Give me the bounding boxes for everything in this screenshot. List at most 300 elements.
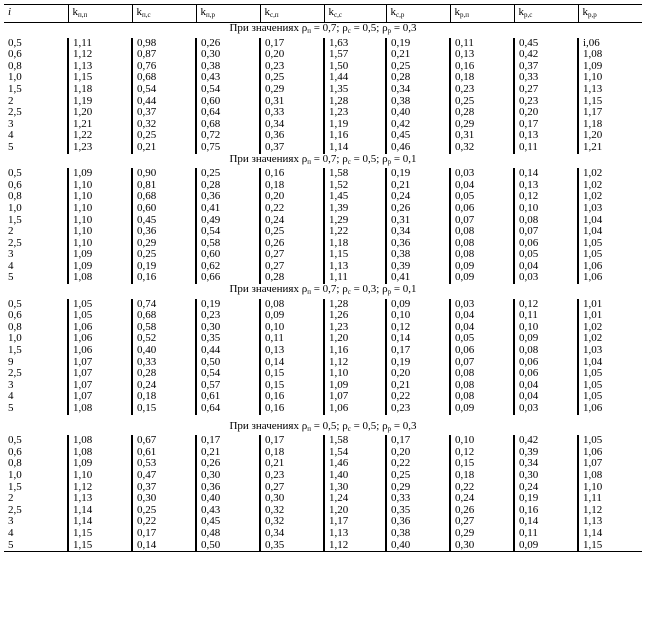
cell-value: 0,13	[514, 130, 578, 142]
cell-value: 0,29	[386, 482, 450, 494]
cell-value: 0,26	[260, 238, 324, 250]
cell-value: 0,12	[514, 191, 578, 203]
cell-i: 5	[8, 272, 14, 284]
cell-value: 0,08	[514, 215, 578, 227]
cell-value: 0,22	[386, 458, 450, 470]
cell-value: 0,11	[514, 142, 578, 154]
cell-value: 1,28	[324, 299, 386, 311]
cell-value: 0,27	[514, 84, 578, 96]
cell-i: 0,5	[8, 37, 22, 49]
column-header-k-5	[324, 5, 386, 23]
cell-value: 0,05	[450, 333, 514, 345]
cell-value: 0,25	[386, 470, 450, 482]
cell-value: 1,08	[68, 435, 132, 447]
cell-value: 0,25	[132, 130, 196, 142]
cell-value: 0,16	[132, 272, 196, 284]
cell-value: 0,08	[450, 380, 514, 392]
cell-i: 4	[8, 260, 14, 272]
cell-value: 0,37	[260, 142, 324, 154]
cell-value: 1,17	[324, 516, 386, 528]
cell-value: 0,28	[450, 107, 514, 119]
cell-value: 0,30	[196, 49, 260, 61]
cell-value: 0,03	[450, 299, 514, 311]
cell-value: 0,16	[260, 168, 324, 180]
cell-value: 1,28	[324, 96, 386, 108]
header-main: i	[8, 6, 12, 18]
cell-value: 1,06	[578, 261, 642, 273]
cell-value: 1,05	[578, 380, 642, 392]
cell-value: 0,24	[450, 493, 514, 505]
cell-value: 0,15	[260, 368, 324, 380]
cell-value: 0,22	[260, 203, 324, 215]
cell-value: 1,05	[578, 435, 642, 447]
cell-value: 0,17	[260, 38, 324, 50]
cell-value: 1,18	[324, 238, 386, 250]
cell-value: 1,23	[68, 142, 132, 154]
cell-value: 0,08	[450, 238, 514, 250]
cell-value: 0,42	[514, 49, 578, 61]
cell-value: 0,72	[196, 130, 260, 142]
column-header-k-6	[386, 5, 450, 23]
cell-value: 1,05	[578, 238, 642, 250]
cell-value: 0,57	[196, 380, 260, 392]
cell-i: 3	[8, 516, 14, 528]
table-row	[4, 119, 642, 131]
cell-value: 0,35	[260, 540, 324, 552]
cell-value: 0,06	[514, 368, 578, 380]
table-row	[4, 322, 642, 334]
cell-value: 0,45	[196, 516, 260, 528]
cell-value: 0,58	[196, 238, 260, 250]
table-row	[4, 380, 642, 392]
cell-value: 0,45	[132, 215, 196, 227]
cell-value: 1,11	[324, 272, 386, 284]
cell-value: 0,28	[196, 180, 260, 192]
cell-value: 1,09	[68, 458, 132, 470]
cell-value: 0,32	[260, 505, 324, 517]
header-subscript: р,с	[524, 11, 533, 19]
table-row	[4, 96, 642, 108]
cell-value: 0,05	[450, 191, 514, 203]
cell-i: 9	[8, 356, 14, 368]
table-row	[4, 310, 642, 322]
cell-value: 0,32	[260, 516, 324, 528]
cell-i: 1,0	[8, 469, 22, 481]
cell-value: 0,12	[386, 322, 450, 334]
column-header-k-4	[260, 5, 324, 23]
cell-value: 0,25	[132, 505, 196, 517]
header-subscript: п,р	[206, 11, 215, 19]
cell-value: 1,10	[68, 238, 132, 250]
table-row	[4, 391, 642, 403]
cell-value: 0,25	[260, 226, 324, 238]
cell-value: 0,12	[450, 447, 514, 459]
cell-value: 0,41	[386, 272, 450, 284]
cell-value: 1,07	[68, 380, 132, 392]
cell-value: 1,45	[324, 191, 386, 203]
cell-value: 0,18	[132, 391, 196, 403]
cell-value: 1,04	[578, 357, 642, 369]
cell-value: 0,68	[132, 191, 196, 203]
cell-i: 5	[8, 403, 14, 414]
cell-value: 1,07	[68, 368, 132, 380]
cell-value: 1,05	[578, 391, 642, 403]
cell-value: 0,03	[514, 403, 578, 415]
cell-i: 4	[8, 391, 14, 403]
cell-value: 0,06	[450, 345, 514, 357]
table-body	[4, 23, 642, 552]
table-row	[4, 215, 642, 227]
cell-value: 0,06	[450, 203, 514, 215]
cell-value: 1,02	[578, 333, 642, 345]
cell-value: 0,16	[514, 505, 578, 517]
cell-value: 0,74	[132, 299, 196, 311]
header-subscript: с,р	[396, 11, 405, 19]
cell-value: 1,08	[578, 470, 642, 482]
header-main: k	[582, 6, 588, 18]
cell-value: 0,09	[450, 261, 514, 273]
header-subscript: р,р	[588, 11, 597, 19]
cell-value: 0,26	[386, 203, 450, 215]
table-row	[4, 130, 642, 142]
cell-value: 0,40	[132, 345, 196, 357]
cell-value: 0,14	[132, 540, 196, 552]
cell-value: 0,28	[132, 368, 196, 380]
cell-value: 0,20	[386, 368, 450, 380]
cell-value: 1,63	[324, 38, 386, 50]
cell-value: 1,20	[324, 505, 386, 517]
cell-value: 0,40	[386, 107, 450, 119]
cell-value: 1,19	[324, 119, 386, 131]
cell-value: 0,25	[386, 61, 450, 73]
cell-i: 0,5	[8, 435, 22, 447]
cell-value: 0,25	[450, 96, 514, 108]
cell-value: 1,05	[68, 310, 132, 322]
cell-i: 2	[8, 95, 14, 107]
cell-i: 0,6	[8, 446, 22, 458]
cell-value: 0,30	[260, 493, 324, 505]
cell-value: 0,04	[514, 391, 578, 403]
cell-value: 0,64	[196, 403, 260, 415]
table-row	[4, 272, 642, 284]
cell-value: 1,03	[578, 203, 642, 215]
cell-value: 1,13	[578, 516, 642, 528]
cell-value: 0,44	[132, 96, 196, 108]
cell-value: 0,13	[260, 345, 324, 357]
cell-value: 0,62	[196, 261, 260, 273]
cell-value: 0,38	[386, 528, 450, 540]
cell-value: 1,35	[324, 84, 386, 96]
cell-value: 0,64	[196, 107, 260, 119]
table-row	[4, 49, 642, 61]
header-main: k	[136, 6, 142, 18]
cell-value: 0,19	[386, 357, 450, 369]
cell-value: 0,30	[514, 470, 578, 482]
cell-value: 1,16	[324, 130, 386, 142]
cell-value: 0,21	[196, 447, 260, 459]
cell-value: 0,60	[196, 249, 260, 261]
cell-value: 1,14	[68, 516, 132, 528]
section-title-row	[4, 23, 642, 38]
table-row	[4, 38, 642, 50]
cell-i: 0,8	[8, 321, 22, 333]
cell-value: 0,31	[386, 215, 450, 227]
cell-value: 0,45	[386, 130, 450, 142]
cell-value: 0,23	[450, 84, 514, 96]
cell-value: 1,06	[578, 272, 642, 284]
cell-value: 1,09	[578, 61, 642, 73]
cell-value: 0,36	[132, 226, 196, 238]
cell-value: 0,45	[514, 38, 578, 50]
cell-value: 1,06	[68, 345, 132, 357]
cell-value: 1,09	[68, 168, 132, 180]
cell-value: 0,07	[450, 357, 514, 369]
cell-value: 1,54	[324, 447, 386, 459]
cell-value: 0,27	[450, 516, 514, 528]
cell-value: 0,04	[514, 380, 578, 392]
cell-value: 1,02	[578, 322, 642, 334]
table-row	[4, 470, 642, 482]
section-title: При значениях $\rho_п = 0,7$; $\rho_с = 0,5$; $\rho_р = 0,3$	[229, 22, 417, 35]
header-main: k	[328, 6, 334, 18]
cell-value: 0,08	[260, 299, 324, 311]
cell-value: 0,15	[132, 403, 196, 415]
cell-value: 0,09	[514, 540, 578, 552]
cell-value: 0,33	[514, 72, 578, 84]
cell-value: 0,36	[196, 191, 260, 203]
cell-value: 0,15	[260, 380, 324, 392]
cell-value: 0,76	[132, 61, 196, 73]
column-header-k-8	[514, 5, 578, 23]
cell-value: 0,19	[132, 261, 196, 273]
cell-value: 0,54	[132, 84, 196, 96]
cell-i: 2,5	[8, 107, 22, 119]
cell-value: 0,29	[260, 84, 324, 96]
cell-value: 1,10	[68, 215, 132, 227]
cell-i: 0,5	[8, 298, 22, 310]
cell-i: 5	[4, 540, 68, 552]
table-row	[4, 84, 642, 96]
cell-value: 0,16	[260, 403, 324, 415]
cell-value: 0,32	[132, 119, 196, 131]
cell-value: 0,15	[450, 458, 514, 470]
header-main: k	[264, 6, 270, 18]
header-main: k	[390, 6, 396, 18]
cell-value: 0,75	[196, 142, 260, 154]
cell-value: 0,13	[450, 49, 514, 61]
table-row	[4, 403, 642, 415]
cell-value: 1,52	[324, 180, 386, 192]
cell-value: 1,07	[68, 357, 132, 369]
cell-value: 0,20	[260, 191, 324, 203]
cell-value: 0,98	[132, 38, 196, 50]
cell-value: 0,11	[260, 333, 324, 345]
cell-value: 1,14	[324, 142, 386, 154]
cell-i: 1,5	[8, 345, 22, 357]
cell-value: 1,06	[578, 447, 642, 459]
cell-i: 0,6	[8, 310, 22, 322]
cell-value: 0,18	[260, 447, 324, 459]
cell-value: 0,41	[196, 203, 260, 215]
cell-value: 0,38	[386, 96, 450, 108]
cell-i: 2	[8, 226, 14, 238]
cell-value: 0,32	[450, 142, 514, 154]
cell-value: 1,58	[324, 168, 386, 180]
cell-value: 1,13	[578, 84, 642, 96]
cell-value: 0,11	[514, 310, 578, 322]
cell-value: 1,15	[68, 528, 132, 540]
cell-value: 1,12	[324, 540, 386, 552]
cell-value: 0,33	[132, 357, 196, 369]
cell-value: i,06	[578, 38, 642, 50]
cell-value: 1,06	[578, 403, 642, 415]
header-subscript: р,п	[460, 11, 469, 19]
table-row	[4, 249, 642, 261]
column-header-k-2	[132, 5, 196, 23]
cell-value: 0,39	[514, 447, 578, 459]
cell-value: 0,25	[260, 72, 324, 84]
cell-value: 0,54	[196, 84, 260, 96]
cell-value: 0,30	[196, 470, 260, 482]
cell-value: 0,36	[386, 238, 450, 250]
table-row	[4, 357, 642, 369]
cell-value: 0,12	[514, 299, 578, 311]
cell-value: 1,10	[68, 180, 132, 192]
cell-value: 0,33	[386, 493, 450, 505]
cell-value: 1,24	[324, 493, 386, 505]
cell-value: 0,53	[132, 458, 196, 470]
cell-value: 0,14	[514, 516, 578, 528]
cell-value: 0,36	[196, 482, 260, 494]
table-row	[4, 238, 642, 250]
cell-value: 0,27	[260, 249, 324, 261]
cell-value: 1,20	[324, 333, 386, 345]
cell-value: 1,30	[324, 482, 386, 494]
cell-value: 1,21	[578, 142, 642, 154]
cell-value: 1,46	[324, 458, 386, 470]
cell-value: 1,11	[68, 38, 132, 50]
cell-value: 0,60	[132, 203, 196, 215]
cell-value: 1,29	[324, 215, 386, 227]
cell-value: 0,30	[132, 493, 196, 505]
cell-value: 1,12	[324, 357, 386, 369]
cell-value: 0,13	[514, 180, 578, 192]
cell-value: 0,07	[450, 215, 514, 227]
column-header-k-9	[578, 5, 642, 23]
cell-value: 1,02	[578, 180, 642, 192]
cell-value: 0,10	[386, 310, 450, 322]
column-header-k-7	[450, 5, 514, 23]
cell-value: 1,13	[324, 528, 386, 540]
cell-value: 1,15	[578, 96, 642, 108]
section-title-row	[4, 421, 642, 436]
cell-value: 0,40	[196, 493, 260, 505]
cell-value: 0,22	[386, 391, 450, 403]
cell-value: 0,19	[196, 299, 260, 311]
cell-value: 0,34	[386, 226, 450, 238]
cell-value: 1,13	[324, 261, 386, 273]
cell-value: 0,21	[386, 49, 450, 61]
cell-value: 0,54	[196, 226, 260, 238]
cell-value: 0,68	[132, 310, 196, 322]
cell-value: 1,13	[68, 61, 132, 73]
table-row	[4, 435, 642, 447]
cell-value: 0,10	[260, 322, 324, 334]
table-row	[4, 345, 642, 357]
header-subscript: с,с	[334, 11, 342, 19]
cell-value: 0,68	[196, 119, 260, 131]
cell-value: 0,87	[132, 49, 196, 61]
cell-value: 1,12	[68, 49, 132, 61]
cell-value: 0,18	[260, 180, 324, 192]
cell-value: 0,50	[196, 540, 260, 552]
cell-value: 1,10	[324, 368, 386, 380]
cell-i: 1,5	[8, 83, 22, 95]
cell-value: 0,50	[196, 357, 260, 369]
section-title: При значениях $\rho_п = 0,7$; $\rho_с = 0,5$; $\rho_р = 0,1$	[229, 153, 417, 166]
cell-value: 0,90	[132, 168, 196, 180]
cell-value: 1,12	[68, 482, 132, 494]
cell-value: 0,39	[386, 261, 450, 273]
cell-value: 1,20	[68, 107, 132, 119]
section-title-row	[4, 284, 642, 299]
cell-value: 0,42	[514, 435, 578, 447]
cell-value: 0,23	[386, 403, 450, 415]
cell-value: 0,23	[196, 310, 260, 322]
cell-value: 0,19	[386, 168, 450, 180]
cell-value: 1,06	[68, 333, 132, 345]
cell-value: 0,27	[260, 261, 324, 273]
cell-value: 0,03	[514, 272, 578, 284]
cell-value: 1,50	[324, 61, 386, 73]
cell-value: 0,21	[386, 180, 450, 192]
cell-value: 0,34	[260, 119, 324, 131]
cell-value: 1,22	[68, 130, 132, 142]
cell-value: 1,07	[578, 458, 642, 470]
cell-value: 0,16	[450, 61, 514, 73]
header-subscript: п,с	[142, 11, 151, 19]
cell-value: 1,12	[578, 505, 642, 517]
cell-value: 0,09	[386, 299, 450, 311]
cell-value: 0,10	[450, 435, 514, 447]
cell-i: 2,5	[8, 237, 22, 249]
cell-value: 1,16	[324, 345, 386, 357]
cell-value: 0,25	[132, 249, 196, 261]
cell-value: 1,08	[68, 403, 132, 415]
cell-value: 1,44	[324, 72, 386, 84]
cell-value: 1,22	[324, 226, 386, 238]
cell-value: 0,29	[450, 528, 514, 540]
cell-value: 1,05	[578, 368, 642, 380]
header-main: k	[518, 6, 524, 18]
cell-value: 0,11	[514, 528, 578, 540]
cell-value: 1,04	[578, 226, 642, 238]
cell-value: 0,25	[196, 168, 260, 180]
cell-value: 0,24	[132, 380, 196, 392]
cell-value: 0,47	[132, 470, 196, 482]
cell-i: 3	[8, 379, 14, 391]
cell-value: 0,10	[514, 322, 578, 334]
cell-value: 0,04	[450, 310, 514, 322]
table-row	[4, 72, 642, 84]
cell-value: 0,22	[132, 516, 196, 528]
table-row	[4, 299, 642, 311]
cell-value: 1,08	[68, 272, 132, 284]
cell-i: 5	[8, 141, 14, 153]
cell-value: 1,10	[578, 72, 642, 84]
table-row	[4, 493, 642, 505]
cell-value: 1,08	[578, 49, 642, 61]
